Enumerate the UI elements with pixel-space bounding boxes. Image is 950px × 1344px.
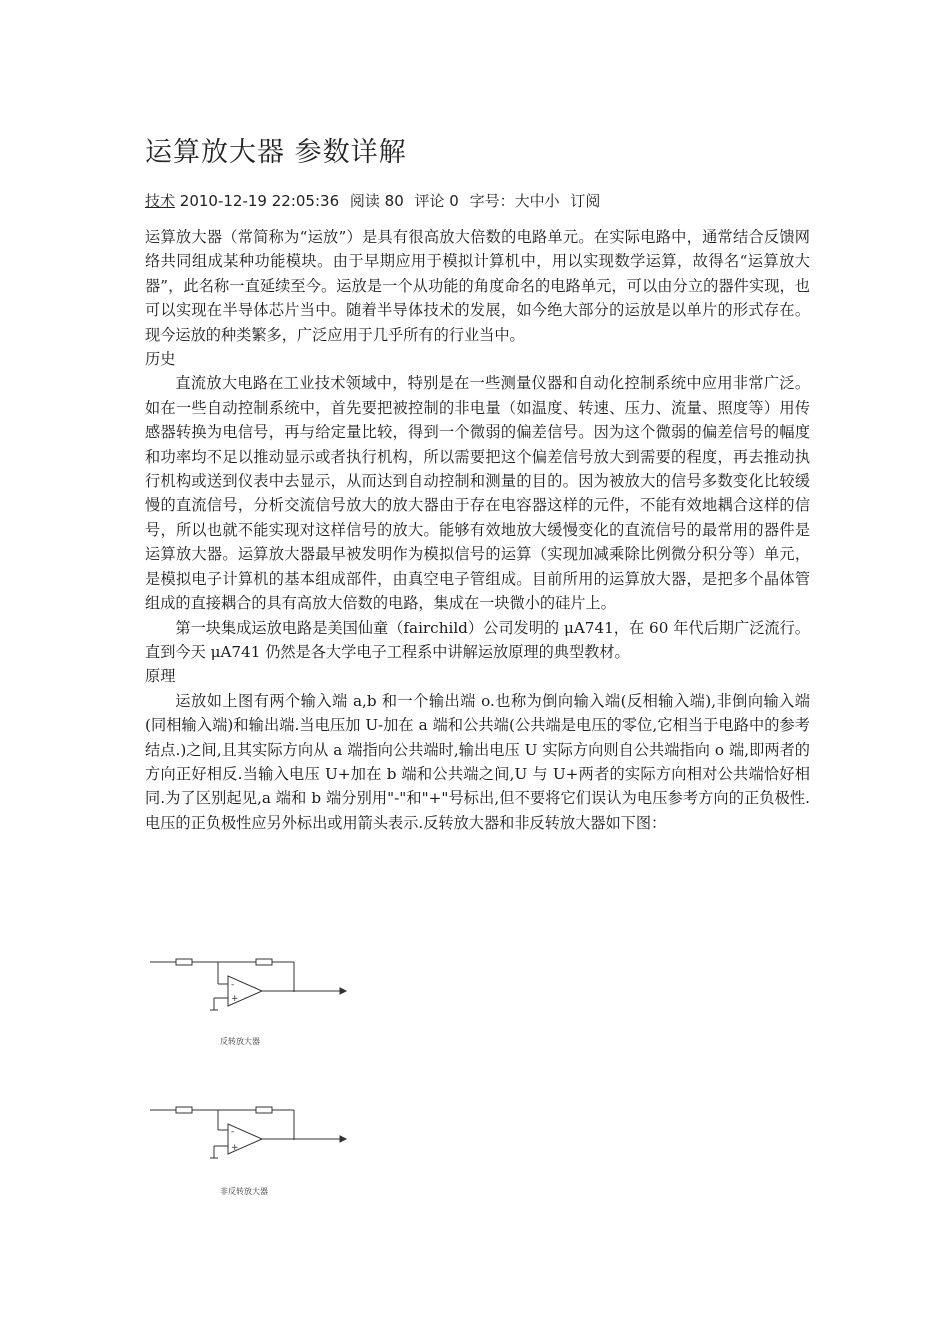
post-datetime: 2010-12-19 22:05:36 (179, 192, 340, 210)
plus-sign: + (231, 994, 239, 1004)
history-paragraph-1: 直流放大电路在工业技术领域中，特别是在一些测量仪器和自动化控制系统中应用非常广泛。如在一些自动控制系统中，首先要把被控制的非电量（如温度、转速、压力、流量、照度等）用传感器转换为电信号，再与给定量比较，得到一个微弱的偏差信号。因为这个微弱的偏差信号的幅度和功率均不足以推动显示或者执行机构，所以需要把这个偏差信号放大到需要的程度，再去推动执行机构或送到仪表中去显示，从而达到自动控制和测量的目的。因为被放大的信号多数变化比较缓慢的直流信号，分析交流信号放大的放大器由于存在电容器这样的元件，不能有效地耦合这样的信号，所以也就不能实现对这样信号的放大。能够有效地放大缓慢变化的直流信号的最常用的器件是运算放大器。运算放大器最早被发明作为模拟信号的运算（实现加减乘除比例微分积分等）单元，是模拟电子计算机的基本组成部件，由真空电子管组成。目前所用的运算放大器，是把多个晶体管组成的直接耦合的具有高放大倍数的电路，集成在一块微小的硅片上。 (145, 374, 810, 613)
minus-sign: - (231, 980, 235, 990)
page-title: 运算放大器 参数详解 (145, 137, 407, 169)
inverting-amplifier-figure (148, 950, 358, 1050)
non-inverting-amplifier-figure (148, 1100, 358, 1200)
principle-heading: 原理 (145, 667, 176, 686)
article-meta (145, 190, 606, 211)
figure-caption: 反转放大器 (220, 1037, 260, 1046)
plus-sign: + (231, 1143, 239, 1153)
non-inverting-amplifier-schematic (148, 1100, 358, 1180)
article-body (145, 225, 810, 835)
principle-paragraph: 运放如上图有两个输入端 a,b 和一个输出端 o.也称为倒向输入端(反相输入端),非倒向输入端(同相输入端)和输出端.当电压加 U-加在 a 端和公共端(公共端是电压的零位,它相当于电路中的参考结点.)之间,且其实际方向从 a 端指向公共端时,输出电压 U 实际方向则自公共端指向 o 端,即两者的方向正好相反.当输入电压 U+加在 b 端和公共端之间,U 与 U+两者的实际方向相对公共端恰好相同.为了区别起见,a 端和 b 端分别用"-"和"+"号标出,但不要将它们误认为电压参考方向的正负极性.电压的正负极性应另外标出或用箭头表示.反转放大器和非反转放大器如下图： (145, 691, 810, 832)
inverting-amplifier-schematic (148, 950, 358, 1030)
history-heading: 历史 (145, 350, 176, 369)
comment-count[interactable]: 评论 0 (414, 192, 459, 210)
read-count: 阅读 80 (349, 192, 404, 210)
category-link[interactable]: 技术 (145, 192, 176, 210)
figure-caption: 非反转放大器 (220, 1187, 268, 1196)
intro-paragraph: 运算放大器（常简称为“运放”）是具有很高放大倍数的电路单元。在实际电路中，通常结合反馈网络共同组成某种功能模块。由于早期应用于模拟计算机中，用以实现数学运算，故得名“运算放大器”，此名称一直延续至今。运放是一个从功能的角度命名的电路单元，可以由分立的器件实现，也可以实现在半导体芯片当中。随着半导体技术的发展，如今绝大部分的运放是以单片的形式存在。现今运放的种类繁多，广泛应用于几乎所有的行业当中。 (145, 228, 810, 344)
subscribe-link[interactable]: 订阅 (570, 192, 601, 210)
font-size-control[interactable]: 字号：大中小 (469, 192, 560, 210)
minus-sign: - (231, 1127, 235, 1137)
history-paragraph-2: 第一块集成运放电路是美国仙童（fairchild）公司发明的 μA741，在 60 年代后期广泛流行。直到今天 μA741 仍然是各大学电子工程系中讲解运放原理的典型教材。 (145, 618, 810, 661)
